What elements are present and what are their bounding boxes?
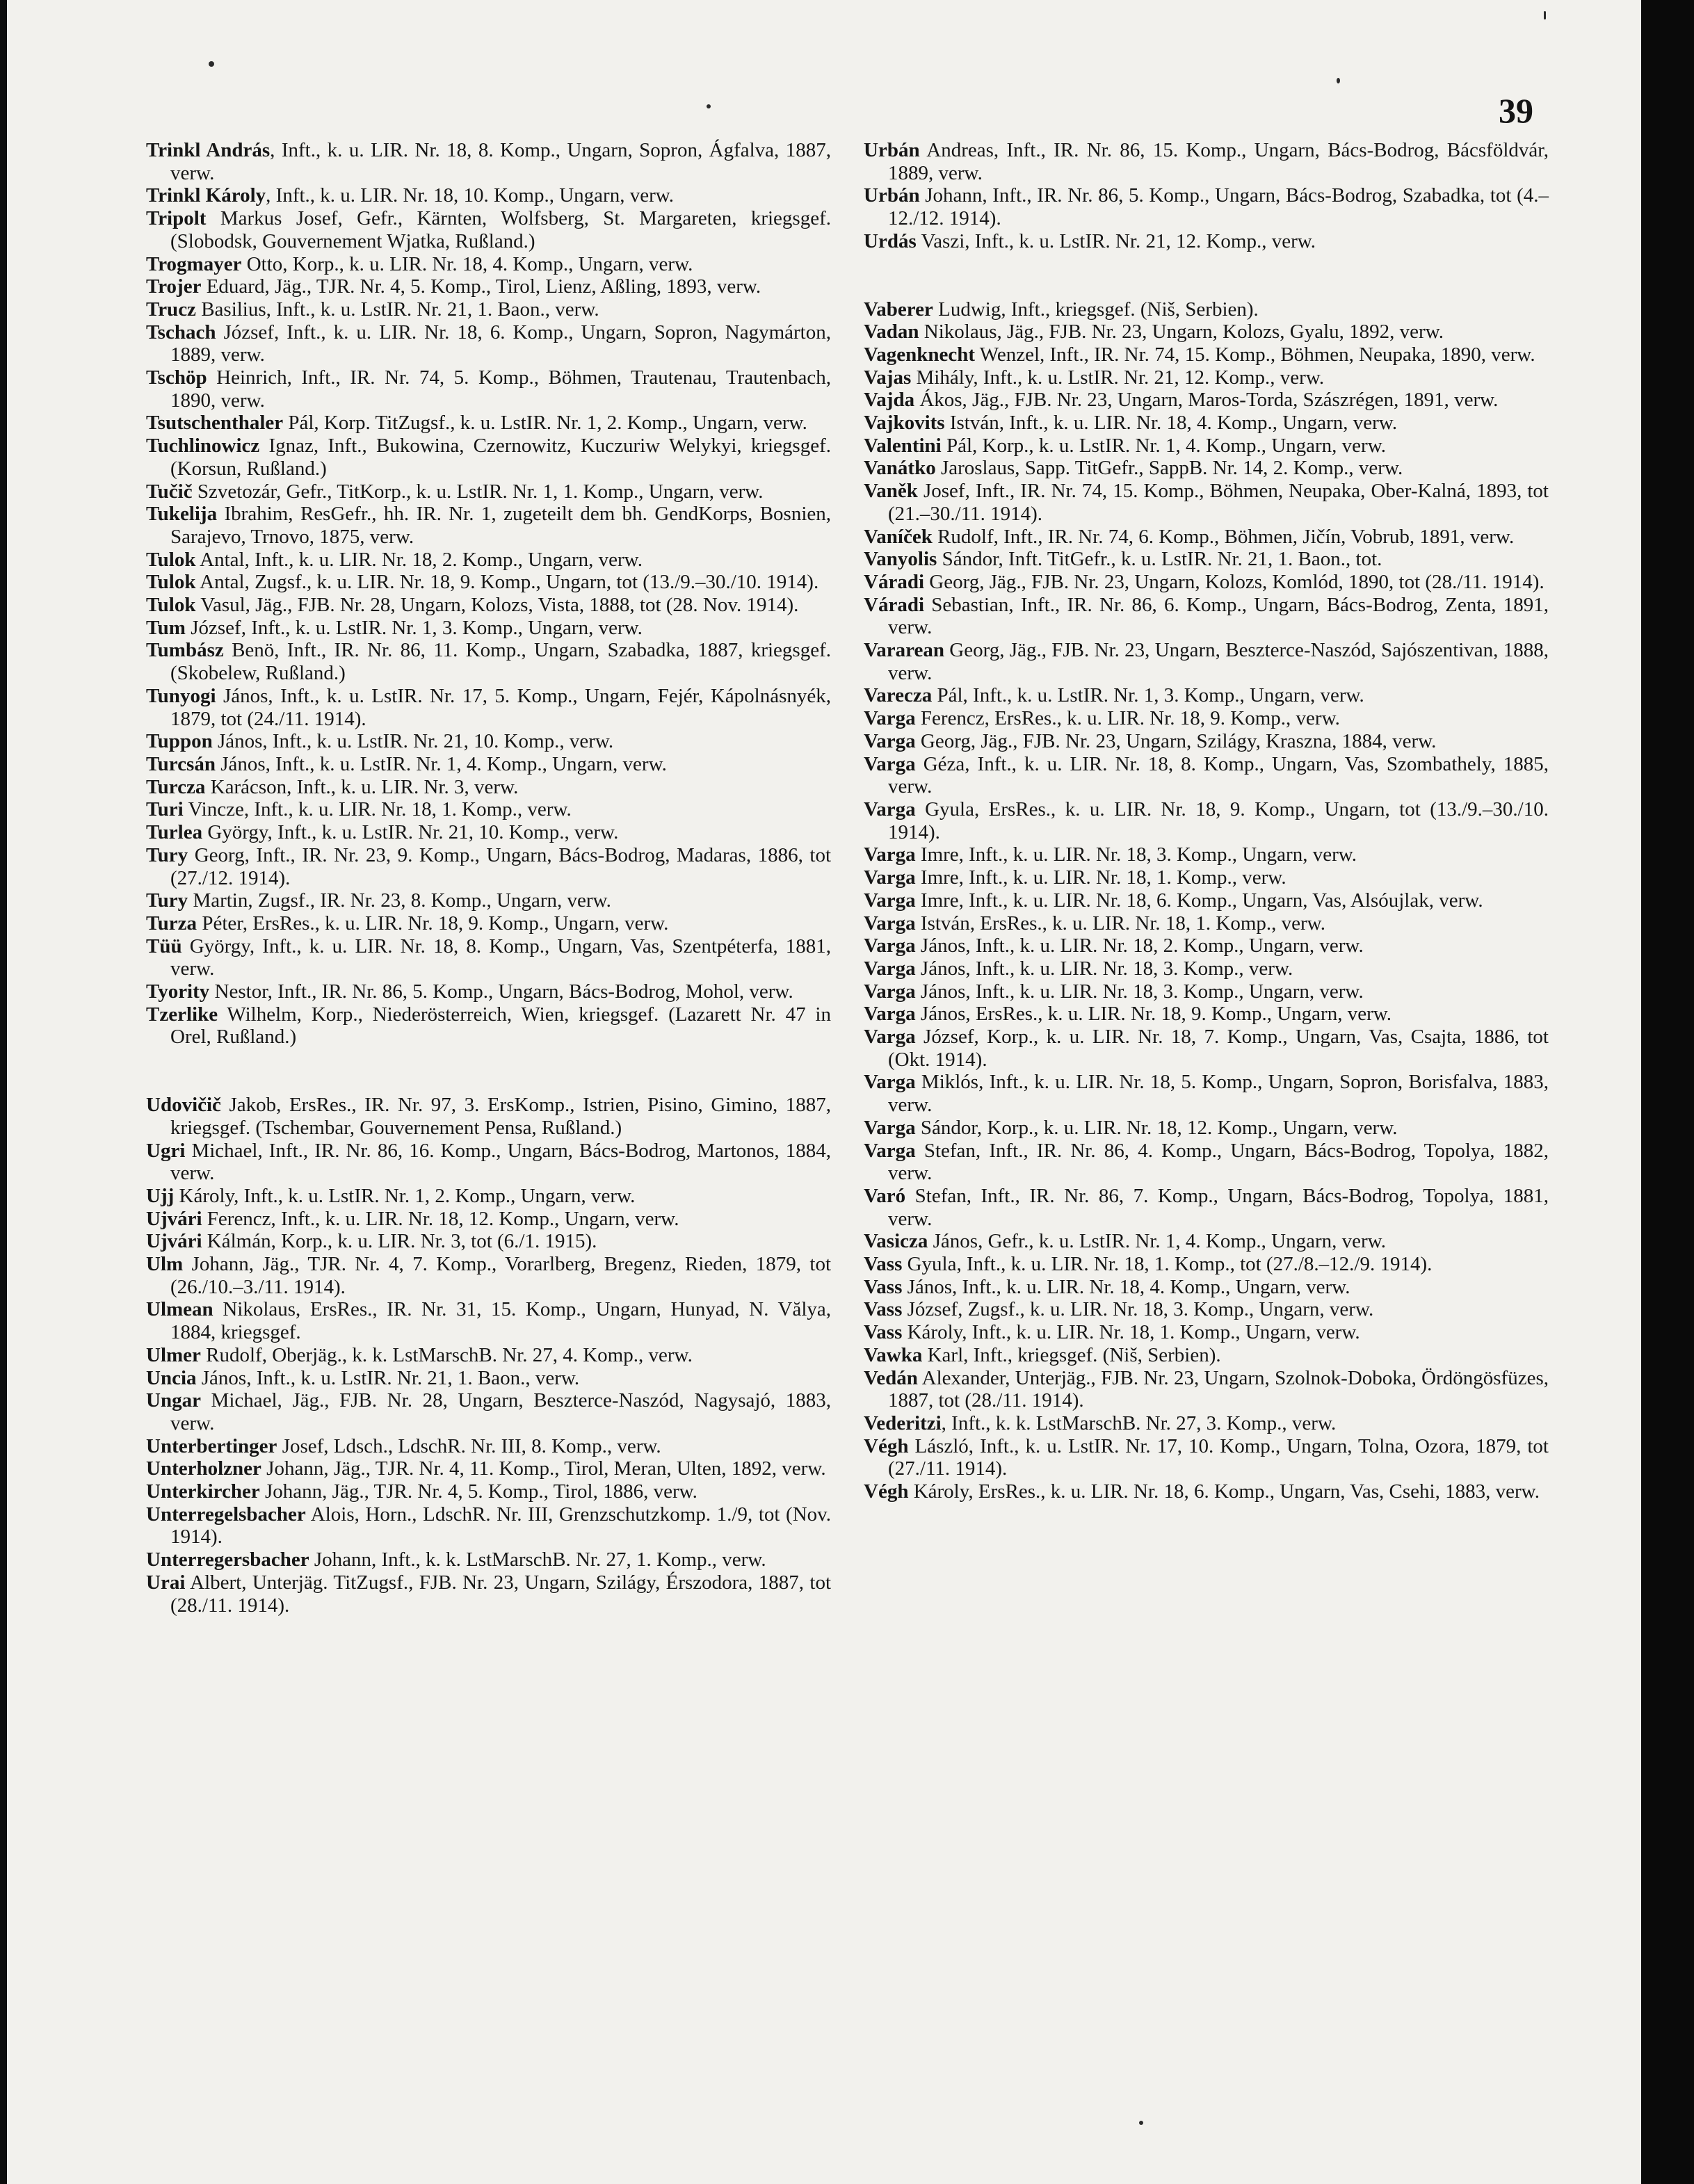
- register-entry: [864, 935, 1549, 957]
- entry-details: László, Inft., k. u. LstIR. Nr. 17, 10. Komp., Ungarn, Tolna, Ozora, 1879, tot (27./11. 1914).: [888, 1434, 1549, 1480]
- entry-surname: Turcsán: [146, 752, 216, 775]
- register-entry: [864, 343, 1549, 366]
- entry-details: Pál, Korp. TitZugsf., k. u. LstIR. Nr. 1, 2. Komp., Ungarn, verw.: [283, 412, 807, 435]
- register-entry: [146, 1253, 831, 1298]
- scan-speck: [1544, 11, 1546, 19]
- entry-details: Josef, Ldsch., LdschR. Nr. III, 8. Komp., verw.: [277, 1434, 661, 1457]
- register-entry: [864, 435, 1549, 458]
- register-entry: [146, 1003, 831, 1049]
- entry-surname: Vederitzi: [864, 1411, 942, 1434]
- register-entry: [864, 980, 1549, 1003]
- entry-details: János, Inft., k. u. LIR. Nr. 18, 3. Komp., verw.: [915, 957, 1293, 980]
- register-entry: [864, 571, 1549, 594]
- entry-surname: Varga: [864, 1116, 916, 1139]
- entry-details: Antal, Inft., k. u. LIR. Nr. 18, 2. Komp., Ungarn, verw.: [195, 548, 643, 571]
- register-entry: [146, 571, 831, 594]
- entry-details: János, Inft., k. u. LIR. Nr. 18, 2. Komp., Ungarn, verw.: [915, 935, 1364, 957]
- register-entry: [864, 321, 1549, 343]
- entry-details: Johann, Inft., IR. Nr. 86, 5. Komp., Ungarn, Bács-Bodrog, Szabadka, tot (4.–12./12. 1914).: [888, 184, 1549, 230]
- entry-surname: Ujvári: [146, 1207, 202, 1230]
- entry-surname: Ujj: [146, 1184, 175, 1207]
- entry-details: Imre, Inft., k. u. LIR. Nr. 18, 3. Komp., Ungarn, verw.: [915, 843, 1357, 866]
- entry-details: Sebastian, Inft., IR. Nr. 86, 6. Komp., Ungarn, Bács-Bodrog, Zenta, 1891, verw.: [888, 593, 1549, 639]
- entry-surname: Tsutschenthaler: [146, 412, 284, 435]
- entry-surname: Vawka: [864, 1343, 923, 1366]
- register-entry: [146, 275, 831, 298]
- entry-surname: Vajkovits: [864, 412, 945, 435]
- register-entry: [864, 1071, 1549, 1116]
- entry-details: Vaszi, Inft., k. u. LstIR. Nr. 21, 12. Komp., verw.: [916, 229, 1316, 252]
- entry-details: Josef, Inft., IR. Nr. 74, 15. Komp., Böhmen, Neupaka, Ober-Kalná, 1893, tot (21.–30./11. 1914).: [888, 480, 1549, 525]
- register-entry: [146, 503, 831, 548]
- entry-surname: Varga: [864, 729, 916, 752]
- register-entry: [864, 594, 1549, 639]
- entry-details: János, ErsRes., k. u. LIR. Nr. 18, 9. Komp., Ungarn, verw.: [915, 1003, 1392, 1026]
- register-entry: [146, 1548, 831, 1571]
- entry-details: Kálmán, Korp., k. u. LIR. Nr. 3, tot (6./1. 1915).: [202, 1230, 597, 1253]
- entry-surname: Varga: [864, 707, 916, 730]
- register-entry: [146, 1185, 831, 1208]
- register-entry: [864, 389, 1549, 412]
- entry-details: Sándor, Inft. TitGefr., k. u. LstIR. Nr. 21, 1. Baon., tot.: [937, 548, 1382, 571]
- register-entry: [146, 912, 831, 935]
- entry-details: Georg, Inft., IR. Nr. 23, 9. Komp., Ungarn, Bács-Bodrog, Madaras, 1886, tot (27./12. 1914).: [170, 843, 831, 889]
- entry-surname: Ugri: [146, 1139, 186, 1162]
- register-entry: [146, 1389, 831, 1434]
- entry-surname: Vanátko: [864, 457, 936, 480]
- entry-details: Wenzel, Inft., IR. Nr. 74, 15. Komp., Böhmen, Neupaka, 1890, verw.: [975, 343, 1535, 366]
- entry-details: Johann, Jäg., TJR. Nr. 4, 7. Komp., Vorarlberg, Bregenz, Rieden, 1879, tot (26./10.–3./11. 1914).: [170, 1253, 831, 1298]
- entry-surname: Tyority: [146, 980, 210, 1003]
- entry-details: József, Zugsf., k. u. LIR. Nr. 18, 3. Komp., Ungarn, verw.: [902, 1298, 1374, 1321]
- entry-surname: Unterregelsbacher: [146, 1503, 306, 1526]
- register-entry: [146, 321, 831, 366]
- entry-details: Péter, ErsRes., k. u. LIR. Nr. 18, 9. Komp., Ungarn, verw.: [197, 912, 669, 935]
- entry-details: Ibrahim, ResGefr., hh. IR. Nr. 1, zugeteilt dem bh. GendKorps, Bosnien, Sarajevo, Trnovo, 1875, verw.: [170, 503, 831, 548]
- entry-details: Martin, Zugsf., IR. Nr. 23, 8. Komp., Ungarn, verw.: [188, 889, 611, 912]
- entry-details: Georg, Jäg., FJB. Nr. 23, Ungarn, Kolozs, Komlód, 1890, tot (28./11. 1914).: [924, 570, 1544, 593]
- entry-surname: Trojer: [146, 275, 202, 298]
- entry-surname: Valentini: [864, 434, 942, 457]
- register-entry: [864, 1321, 1549, 1344]
- entry-surname: Vass: [864, 1275, 903, 1298]
- register-entry: [146, 821, 831, 844]
- register-entry: [146, 753, 831, 776]
- entry-surname: Váradi: [864, 593, 924, 616]
- register-entry: [864, 184, 1549, 229]
- entry-details: Stefan, Inft., IR. Nr. 86, 7. Komp., Ungarn, Bács-Bodrog, Topolya, 1881, verw.: [888, 1184, 1549, 1230]
- entry-details: János, Inft., k. u. LIR. Nr. 18, 3. Komp., Ungarn, verw.: [915, 980, 1364, 1003]
- entry-surname: Vaberer: [864, 298, 933, 321]
- entry-surname: Varga: [864, 843, 916, 866]
- entry-surname: Urbán: [864, 184, 920, 207]
- register-entry: [146, 549, 831, 572]
- entry-surname: Tuchlinowicz: [146, 435, 260, 458]
- entry-surname: Váradi: [864, 570, 924, 593]
- entry-surname: Tulok: [146, 571, 196, 594]
- entry-surname: Varga: [864, 1139, 916, 1162]
- entry-surname: Vanyolis: [864, 548, 937, 571]
- entry-surname: Varga: [864, 980, 916, 1003]
- entry-details: Nestor, Inft., IR. Nr. 86, 5. Komp., Ungarn, Bács-Bodrog, Mohol, verw.: [209, 980, 793, 1003]
- entry-surname: Tunyogi: [146, 684, 216, 707]
- register-entry: [864, 639, 1549, 684]
- entry-surname: Trogmayer: [146, 252, 242, 275]
- entry-surname: Vaněk: [864, 480, 918, 503]
- entry-details: Karácson, Inft., k. u. LIR. Nr. 3, verw.: [205, 775, 519, 798]
- page-number: 39: [1499, 91, 1533, 130]
- entry-details: János, Inft., k. u. LstIR. Nr. 21, 1. Baon., verw.: [196, 1366, 580, 1389]
- entry-details: Wilhelm, Korp., Niederösterreich, Wien, kriegsgef. (Lazarett Nr. 47 in Orel, Rußland.): [170, 1003, 831, 1049]
- entry-surname: Uncia: [146, 1366, 197, 1389]
- entry-surname: Vass: [864, 1253, 903, 1276]
- entry-surname: Vagenknecht: [864, 343, 976, 366]
- entry-details: János, Gefr., k. u. LstIR. Nr. 1, 4. Komp., Ungarn, verw.: [928, 1230, 1386, 1253]
- entry-surname: Vaníček: [864, 525, 933, 548]
- entry-details: Gyula, Inft., k. u. LIR. Nr. 18, 1. Komp., tot (27./8.–12./9. 1914).: [902, 1253, 1433, 1276]
- register-entry: [146, 184, 831, 207]
- entry-surname: Vass: [864, 1298, 903, 1321]
- entry-surname: Tuppon: [146, 730, 213, 753]
- entry-details: Sándor, Korp., k. u. LIR. Nr. 18, 12. Komp., Ungarn, verw.: [915, 1116, 1398, 1139]
- entry-surname: Urai: [146, 1571, 186, 1594]
- register-entry: [146, 980, 831, 1003]
- entry-details: Szvetozár, Gefr., TitKorp., k. u. LstIR. Nr. 1, 1. Komp., Ungarn, verw.: [192, 480, 764, 503]
- entry-surname: Trinkl Károly: [146, 184, 266, 207]
- entry-surname: Tschöp: [146, 366, 207, 389]
- register-entry: [864, 1253, 1549, 1276]
- entry-details: Johann, Jäg., TJR. Nr. 4, 5. Komp., Tirol, 1886, verw.: [259, 1480, 697, 1503]
- left-column: [146, 139, 831, 1617]
- entry-surname: Tschach: [146, 321, 216, 343]
- register-entry: [146, 253, 831, 276]
- entry-surname: Vedán: [864, 1366, 918, 1389]
- entry-details: Johann, Jäg., TJR. Nr. 4, 11. Komp., Tirol, Meran, Ulten, 1892, verw.: [261, 1457, 826, 1480]
- register-entry: [864, 1276, 1549, 1299]
- entry-surname: Tulok: [146, 594, 196, 617]
- entry-surname: Vajas: [864, 366, 912, 389]
- entry-surname: Ulmean: [146, 1298, 213, 1321]
- register-entry: [146, 798, 831, 821]
- register-entry: [146, 935, 831, 980]
- register-entry: [146, 1140, 831, 1185]
- register-entry: [146, 1298, 831, 1343]
- entry-details: Mihály, Inft., k. u. LstIR. Nr. 21, 12. Komp., verw.: [911, 366, 1325, 389]
- entry-details: Miklós, Inft., k. u. LIR. Nr. 18, 5. Komp., Ungarn, Sopron, Borisfalva, 1883, verw.: [888, 1071, 1549, 1117]
- entry-details: Stefan, Inft., IR. Nr. 86, 4. Komp., Ungarn, Bács-Bodrog, Topolya, 1882, verw.: [888, 1139, 1549, 1185]
- scan-speck: [707, 104, 711, 108]
- entry-details: Antal, Zugsf., k. u. LIR. Nr. 18, 9. Komp., Ungarn, tot (13./9.–30./10. 1914).: [195, 571, 819, 594]
- register-entry: [864, 1026, 1549, 1071]
- entry-surname: Vararean: [864, 639, 944, 662]
- register-entry: [864, 139, 1549, 184]
- entry-details: Markus Josef, Gefr., Kärnten, Wolfsberg, St. Margareten, kriegsgef. (Slobodsk, Gouvernement Wjatka, Rußland.): [170, 207, 831, 252]
- entry-surname: Ungar: [146, 1389, 201, 1412]
- entry-details: Vincze, Inft., k. u. LIR. Nr. 18, 1. Komp., verw.: [183, 798, 572, 821]
- entry-details: János, Inft., k. u. LstIR. Nr. 1, 4. Komp., Ungarn, verw.: [215, 752, 667, 775]
- entry-surname: Turcza: [146, 775, 206, 798]
- register-entry: [864, 1117, 1549, 1140]
- entry-surname: Unterregersbacher: [146, 1548, 309, 1571]
- register-entry: [864, 366, 1549, 389]
- register-entry: [146, 139, 831, 184]
- entry-details: János, Inft., k. u. LstIR. Nr. 17, 5. Komp., Ungarn, Fejér, Kápolnásnyék, 1879, tot (24./11. 1914).: [170, 684, 831, 730]
- entry-surname: Tukelija: [146, 503, 218, 526]
- entry-surname: Tüü: [146, 935, 182, 957]
- entry-surname: Tučič: [146, 480, 193, 503]
- entry-details: Imre, Inft., k. u. LIR. Nr. 18, 6. Komp., Ungarn, Vas, Alsóujlak, verw.: [915, 889, 1483, 912]
- register-entry: [146, 1094, 831, 1139]
- register-entry: [864, 230, 1549, 253]
- register-entry: [146, 298, 831, 321]
- entry-surname: Vass: [864, 1321, 903, 1344]
- register-entry: [146, 1435, 831, 1458]
- entry-details: , Inft., k. k. LstMarschB. Nr. 27, 3. Komp., verw.: [941, 1411, 1337, 1434]
- register-entry: [146, 1208, 831, 1231]
- entry-surname: Tury: [146, 843, 188, 866]
- register-entry: [864, 1435, 1549, 1480]
- entry-details: Eduard, Jäg., TJR. Nr. 4, 5. Komp., Tirol, Lienz, Aßling, 1893, verw.: [201, 275, 761, 298]
- entry-details: György, Inft., k. u. LIR. Nr. 18, 8. Komp., Ungarn, Vas, Szentpéterfa, 1881, verw.: [170, 935, 831, 980]
- entry-surname: Tumbász: [146, 639, 224, 662]
- right-column: [864, 139, 1549, 1503]
- entry-surname: Varga: [864, 957, 916, 980]
- entry-details: Ludwig, Inft., kriegsgef. (Niš, Serbien).: [933, 298, 1259, 321]
- entry-details: Michael, Inft., IR. Nr. 86, 16. Komp., Ungarn, Bács-Bodrog, Martonos, 1884, verw.: [170, 1139, 831, 1185]
- scanned-page: [7, 0, 1641, 2184]
- entry-surname: Végh: [864, 1434, 909, 1457]
- register-entry: [146, 617, 831, 640]
- entry-details: Georg, Jäg., FJB. Nr. 23, Ungarn, Beszterce-Naszód, Sajószentivan, 1888, verw.: [888, 639, 1549, 684]
- register-entry: [146, 594, 831, 617]
- entry-surname: Trinkl András: [146, 139, 271, 161]
- entry-surname: Varga: [864, 889, 916, 912]
- register-entry: [146, 435, 831, 480]
- entry-details: , Inft., k. u. LIR. Nr. 18, 8. Komp., Ungarn, Sopron, Ágfalva, 1887, verw.: [170, 139, 831, 184]
- register-entry: [864, 1344, 1549, 1367]
- register-entry: [864, 889, 1549, 912]
- entry-surname: Varecza: [864, 684, 933, 707]
- entry-details: Jaroslaus, Sapp. TitGefr., SappB. Nr. 14, 2. Komp., verw.: [935, 457, 1403, 480]
- entry-details: Basilius, Inft., k. u. LstIR. Nr. 21, 1. Baon., verw.: [195, 298, 599, 321]
- register-entry: [146, 1480, 831, 1503]
- register-entry: [146, 730, 831, 753]
- entry-surname: Vadan: [864, 321, 919, 343]
- register-entry: [146, 1367, 831, 1390]
- scan-border: [1641, 0, 1694, 2184]
- entry-details: Imre, Inft., k. u. LIR. Nr. 18, 1. Komp., verw.: [915, 866, 1286, 889]
- entry-details: Rudolf, Oberjäg., k. k. LstMarschB. Nr. 27, 4. Komp., verw.: [200, 1343, 693, 1366]
- register-entry: [864, 753, 1549, 798]
- scan-speck: [1139, 2121, 1143, 2125]
- register-entry: [864, 1230, 1549, 1253]
- entry-details: Pál, Inft., k. u. LstIR. Nr. 1, 3. Komp., Ungarn, verw.: [932, 684, 1364, 707]
- entry-surname: Varga: [864, 866, 916, 889]
- register-entry: [146, 844, 831, 889]
- register-entry: [864, 298, 1549, 321]
- scan-speck: [209, 61, 214, 67]
- entry-details: Nikolaus, ErsRes., IR. Nr. 31, 15. Komp., Ungarn, Hunyad, N. Vălya, 1884, kriegsgef.: [170, 1298, 831, 1344]
- entry-details: József, Inft., k. u. LstIR. Nr. 1, 3. Komp., Ungarn, verw.: [185, 616, 643, 639]
- register-entry: [146, 1230, 831, 1253]
- entry-details: Heinrich, Inft., IR. Nr. 74, 5. Komp., Böhmen, Trautenau, Trautenbach, 1890, verw.: [170, 366, 831, 412]
- entry-surname: Turza: [146, 912, 197, 935]
- register-entry: [864, 912, 1549, 935]
- entry-details: Géza, Inft., k. u. LIR. Nr. 18, 8. Komp., Ungarn, Vas, Szombathely, 1885, verw.: [888, 752, 1549, 798]
- register-entry: [864, 1367, 1549, 1412]
- register-entry: [146, 480, 831, 503]
- entry-surname: Tzerlike: [146, 1003, 218, 1026]
- register-entry: [146, 639, 831, 684]
- register-entry: [146, 366, 831, 412]
- register-entry: [864, 526, 1549, 549]
- entry-details: Andreas, Inft., IR. Nr. 86, 15. Komp., Ungarn, Bács-Bodrog, Bácsföldvár, 1889, verw.: [888, 139, 1549, 184]
- entry-details: Alois, Horn., LdschR. Nr. III, Grenzschutzkomp. 1./9, tot (Nov. 1914).: [170, 1503, 831, 1548]
- register-entry: [864, 957, 1549, 980]
- entry-surname: Varga: [864, 912, 916, 935]
- entry-surname: Varó: [864, 1184, 906, 1207]
- entry-details: István, ErsRes., k. u. LIR. Nr. 18, 1. Komp., verw.: [915, 912, 1325, 935]
- entry-details: József, Inft., k. u. LIR. Nr. 18, 6. Komp., Ungarn, Sopron, Nagymárton, 1889, verw.: [170, 321, 831, 366]
- entry-details: Jakob, ErsRes., IR. Nr. 97, 3. ErsKomp., Istrien, Pisino, Gimino, 1887, kriegsgef. (Tschembar, Gouvernement Pensa, Rußland.): [170, 1094, 831, 1139]
- entry-details: Pál, Korp., k. u. LstIR. Nr. 1, 4. Komp., Ungarn, verw.: [941, 434, 1387, 457]
- entry-details: Károly, Inft., k. u. LIR. Nr. 18, 1. Komp., Ungarn, verw.: [902, 1321, 1360, 1344]
- entry-surname: Varga: [864, 1026, 916, 1049]
- register-entry: [864, 1185, 1549, 1230]
- register-entry: [864, 457, 1549, 480]
- entry-surname: Unterbertinger: [146, 1434, 277, 1457]
- entry-surname: Tripolt: [146, 207, 207, 230]
- entry-surname: Unterholzner: [146, 1457, 261, 1480]
- register-entry: [864, 730, 1549, 753]
- entry-details: Karl, Inft., kriegsgef. (Niš, Serbien).: [922, 1343, 1221, 1366]
- register-entry: [864, 798, 1549, 843]
- entry-details: György, Inft., k. u. LstIR. Nr. 21, 10. Komp., verw.: [202, 821, 619, 844]
- entry-details: Otto, Korp., k. u. LIR. Nr. 18, 4. Komp., Ungarn, verw.: [241, 252, 693, 275]
- entry-surname: Vasicza: [864, 1230, 928, 1253]
- entry-surname: Ujvári: [146, 1230, 202, 1253]
- register-entry: [864, 707, 1549, 730]
- register-entry: [146, 776, 831, 799]
- entry-surname: Udovičič: [146, 1094, 221, 1117]
- entry-details: Vasul, Jäg., FJB. Nr. 28, Ungarn, Kolozs, Vista, 1888, tot (28. Nov. 1914).: [195, 594, 799, 617]
- register-entry: [864, 412, 1549, 435]
- entry-surname: Tury: [146, 889, 188, 912]
- register-entry: [146, 1344, 831, 1367]
- entry-surname: Turlea: [146, 821, 203, 844]
- entry-details: Károly, ErsRes., k. u. LIR. Nr. 18, 6. Komp., Ungarn, Vas, Csehi, 1883, verw.: [908, 1480, 1540, 1503]
- entry-details: Albert, Unterjäg. TitZugsf., FJB. Nr. 23, Ungarn, Szilágy, Érszodora, 1887, tot (28./11. 1914).: [170, 1571, 831, 1617]
- entry-details: János, Inft., k. u. LstIR. Nr. 21, 10. Komp., verw.: [212, 730, 614, 753]
- entry-details: Johann, Inft., k. k. LstMarschB. Nr. 27, 1. Komp., verw.: [309, 1548, 766, 1571]
- entry-details: József, Korp., k. u. LIR. Nr. 18, 7. Komp., Ungarn, Vas, Csajta, 1886, tot (Okt. 1914).: [888, 1026, 1549, 1071]
- entry-details: , Inft., k. u. LIR. Nr. 18, 10. Komp., Ungarn, verw.: [266, 184, 675, 207]
- entry-details: Gyula, ErsRes., k. u. LIR. Nr. 18, 9. Komp., Ungarn, tot (13./9.–30./10. 1914).: [888, 798, 1549, 843]
- register-entry: [864, 866, 1549, 889]
- register-entry: [146, 412, 831, 435]
- register-entry: [146, 1571, 831, 1617]
- register-entry: [146, 207, 831, 252]
- register-entry: [146, 1503, 831, 1548]
- entry-details: Károly, Inft., k. u. LstIR. Nr. 1, 2. Komp., Ungarn, verw.: [174, 1184, 636, 1207]
- register-entry: [864, 1003, 1549, 1026]
- entry-surname: Varga: [864, 935, 916, 957]
- entry-surname: Ulmer: [146, 1343, 201, 1366]
- entry-details: Georg, Jäg., FJB. Nr. 23, Ungarn, Szilágy, Kraszna, 1884, verw.: [915, 729, 1437, 752]
- register-entry: [864, 1140, 1549, 1185]
- entry-surname: Ulm: [146, 1253, 184, 1276]
- entry-surname: Varga: [864, 798, 916, 820]
- register-entry: [864, 843, 1549, 866]
- entry-details: Ferencz, Inft., k. u. LIR. Nr. 18, 12. Komp., Ungarn, verw.: [202, 1207, 679, 1230]
- entry-details: Ákos, Jäg., FJB. Nr. 23, Ungarn, Maros-Torda, Szászrégen, 1891, verw.: [914, 389, 1499, 412]
- entry-surname: Urbán: [864, 139, 920, 161]
- entry-details: János, Inft., k. u. LIR. Nr. 18, 4. Komp., Ungarn, verw.: [902, 1275, 1350, 1298]
- entry-surname: Tulok: [146, 548, 196, 571]
- scan-speck: [1337, 78, 1340, 83]
- register-entry: [864, 684, 1549, 707]
- entry-surname: Varga: [864, 1003, 916, 1026]
- entry-details: Ferencz, ErsRes., k. u. LIR. Nr. 18, 9. Komp., verw.: [915, 707, 1340, 730]
- entry-surname: Varga: [864, 1071, 916, 1094]
- entry-surname: Turi: [146, 798, 184, 821]
- entry-details: Michael, Jäg., FJB. Nr. 28, Ungarn, Beszterce-Naszód, Nagysajó, 1883, verw.: [170, 1389, 831, 1434]
- entry-details: Nikolaus, Jäg., FJB. Nr. 23, Ungarn, Kolozs, Gyalu, 1892, verw.: [919, 321, 1444, 343]
- register-entry: [864, 1298, 1549, 1321]
- entry-surname: Végh: [864, 1480, 909, 1503]
- register-entry: [864, 480, 1549, 525]
- register-entry: [146, 889, 831, 912]
- entry-surname: Trucz: [146, 298, 196, 321]
- entry-surname: Vajda: [864, 389, 915, 412]
- register-entry: [864, 1480, 1549, 1503]
- entry-surname: Tum: [146, 616, 186, 639]
- entry-details: István, Inft., k. u. LIR. Nr. 18, 4. Komp., Ungarn, verw.: [944, 412, 1398, 435]
- register-entry: [146, 1457, 831, 1480]
- entry-details: Benö, Inft., IR. Nr. 86, 11. Komp., Ungarn, Szabadka, 1887, kriegsgef. (Skobelew, Rußland.): [170, 639, 831, 685]
- register-entry: [864, 548, 1549, 571]
- register-entry: [864, 1412, 1549, 1435]
- entry-details: Alexander, Unterjäg., FJB. Nr. 23, Ungarn, Szolnok-Doboka, Ördöngösfüzes, 1887, tot (28./11. 1914).: [888, 1366, 1549, 1412]
- entry-details: Rudolf, Inft., IR. Nr. 74, 6. Komp., Böhmen, Jičín, Vobrub, 1891, verw.: [932, 525, 1515, 548]
- entry-surname: Urdás: [864, 229, 917, 252]
- entry-details: Ignaz, Inft., Bukowina, Czernowitz, Kuczuriw Welykyi, kriegsgef. (Korsun, Rußland.): [170, 435, 831, 480]
- register-entry: [146, 685, 831, 730]
- entry-surname: Varga: [864, 752, 916, 775]
- entry-surname: Unterkircher: [146, 1480, 260, 1503]
